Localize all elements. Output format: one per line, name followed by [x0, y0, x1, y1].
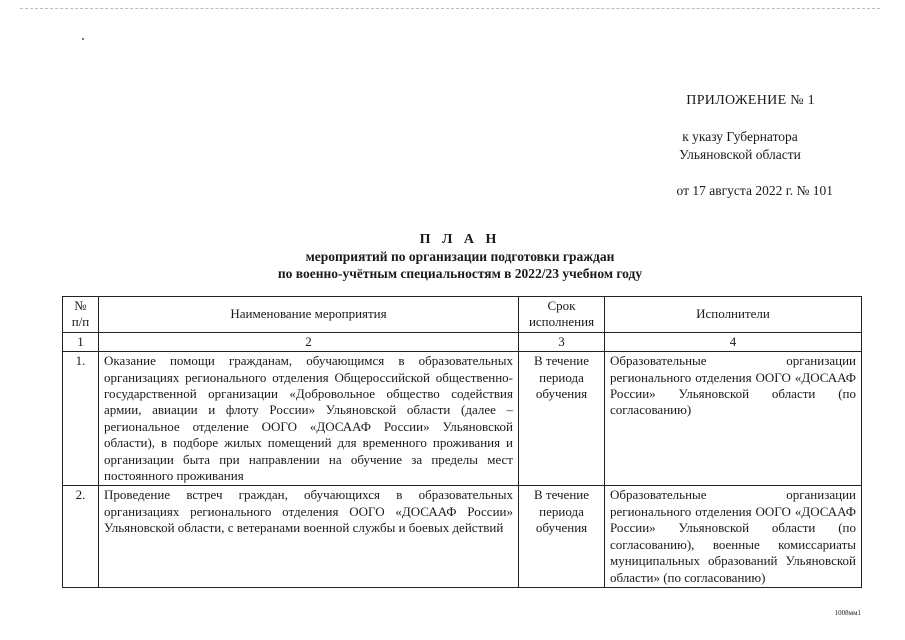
header-num: № п/п: [63, 297, 99, 333]
table-index-row: [63, 332, 862, 351]
index-cell: 2: [99, 332, 519, 351]
header-term: Срок исполнения: [519, 297, 605, 333]
plan-table: [62, 296, 862, 588]
header-exec: Исполнители: [605, 297, 862, 333]
title-word: П Л А Н: [419, 232, 501, 247]
index-cell: 4: [605, 332, 862, 351]
decree-line-2: Ульяновской области: [679, 147, 801, 162]
row-executors: Образовательные организации регионального отделения ООГО «ДОСААФ России» Ульяновской области (по согласованию): [605, 352, 862, 486]
index-cell: 3: [519, 332, 605, 351]
title-line-2: по военно-учётным специальностям в 2022/23 учебном году: [277, 266, 643, 281]
document-title: [140, 231, 780, 282]
row-number: 2.: [63, 486, 99, 587]
decree-reference: [665, 128, 815, 164]
row-term: В течение периода обучения: [519, 486, 605, 587]
appendix-label: ПРИЛОЖЕНИЕ № 1: [686, 93, 815, 108]
decree-date: от 17 августа 2022 г. № 101: [676, 183, 833, 198]
footer-code: 1008мм1: [834, 609, 861, 617]
row-number: 1.: [63, 352, 99, 486]
header-name: Наименование мероприятия: [99, 297, 519, 333]
row-term: В течение периода обучения: [519, 352, 605, 486]
title-line-1: мероприятий по организации подготовки граждан: [305, 249, 615, 264]
table-header-row: [63, 297, 862, 333]
row-activity: Проведение встреч граждан, обучающихся в образовательных организациях регионального отделения ООГО «ДОСААФ России» Ульяновской области, с ветеранами военной службы и боевых действий: [99, 486, 519, 587]
table-row: [63, 486, 862, 587]
scan-artifact-line: [20, 8, 880, 9]
index-cell: 1: [63, 332, 99, 351]
table-row: [63, 352, 862, 486]
row-executors: Образовательные организации регионального отделения ООГО «ДОСААФ России» Ульяновской области (по согласованию), военные комиссариаты муниципальных образований Ульяновской области» (по согласованию): [605, 486, 862, 587]
row-activity: Оказание помощи гражданам, обучающимся в образовательных организациях регионального отделения Общероссийской общественно-государственной организации «Добровольное общество содействия армии, авиации и флоту России» Ульяновской области (далее – региональное отделение ООГО «ДОСААФ России» Ульяновской области), в подборе жилых помещений для временного проживания и организации быта при направлении на обучение за пределы мест постоянного проживания: [99, 352, 519, 486]
scan-artifact-dot: [82, 38, 84, 40]
decree-line-1: к указу Губернатора: [682, 129, 798, 144]
